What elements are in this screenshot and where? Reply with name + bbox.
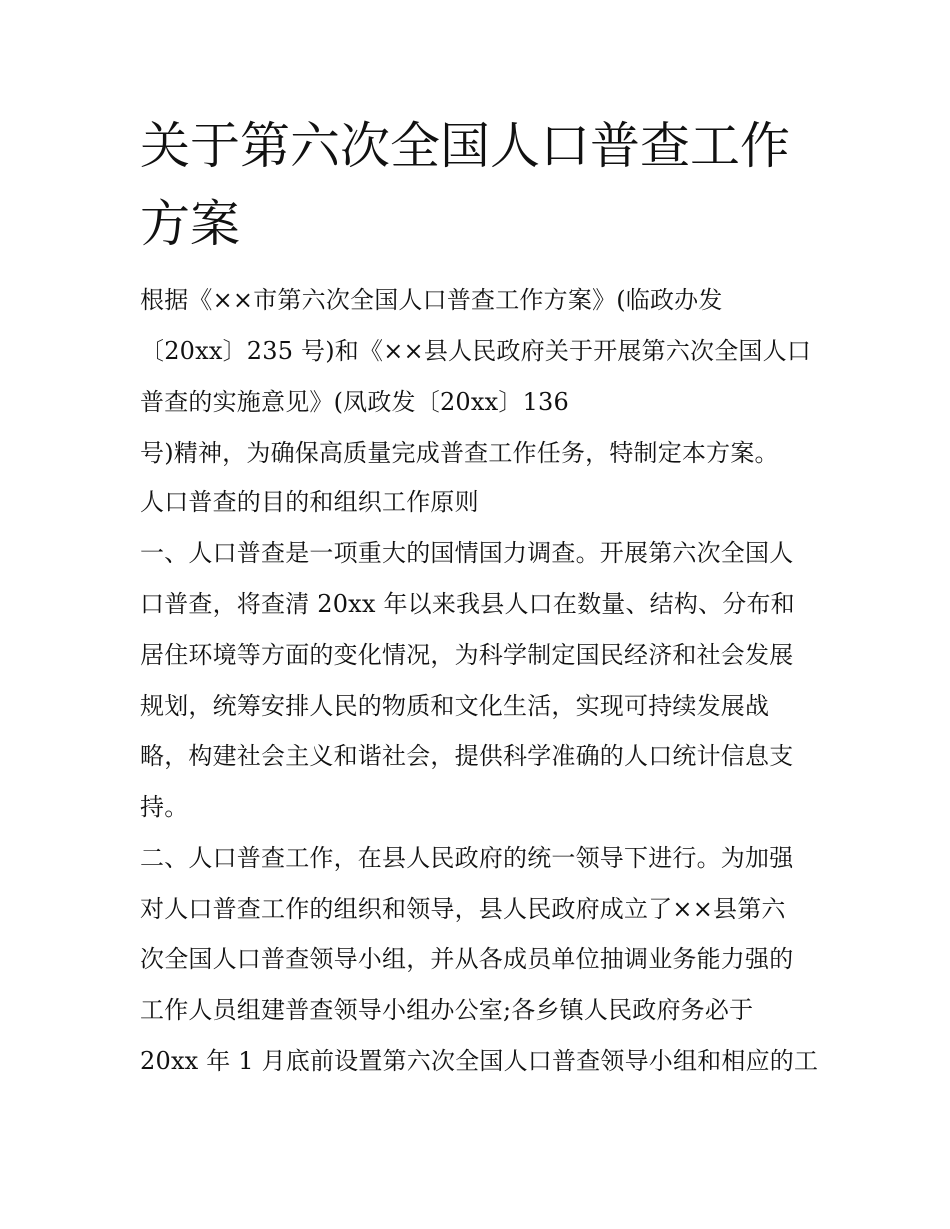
paragraph-line: 一、人口普查是一项重大的国情国力调查。开展第六次全国人 (140, 539, 794, 567)
paragraph-line: 二、人口普查工作，在县人民政府的统一领导下进行。为加强 (140, 844, 794, 872)
paragraph-line: 〔20xx〕235 号)和《××县人民政府关于开展第六次全国人口 (140, 337, 812, 365)
paragraph-line: 普查的实施意见》(凤政发〔20xx〕136 (140, 388, 569, 416)
document-title-line-1: 关于第六次全国人口普查工作 (140, 117, 790, 175)
paragraph-line: 规划，统筹安排人民的物质和文化生活，实现可持续发展战 (140, 692, 770, 720)
paragraph-line: 持。 (140, 793, 189, 821)
paragraph-line: 号)精神，为确保高质量完成普查工作任务，特制定本方案。 (140, 439, 779, 467)
paragraph-line: 20xx 年 1 月底前设置第六次全国人口普查领导小组和相应的工 (140, 1047, 819, 1075)
paragraph-line: 根据《××市第六次全国人口普查工作方案》(临政办发 (140, 286, 723, 314)
section-heading: 人口普查的目的和组织工作原则 (140, 488, 479, 516)
paragraph-line: 对人口普查工作的组织和领导，县人民政府成立了××县第六 (140, 895, 786, 923)
paragraph-line: 略，构建社会主义和谐社会，提供科学准确的人口统计信息支 (140, 742, 794, 770)
paragraph-line: 次全国人口普查领导小组，并从各成员单位抽调业务能力强的 (140, 945, 794, 973)
document-title-line-2: 方案 (140, 195, 240, 253)
paragraph-line: 口普查，将查清 20xx 年以来我县人口在数量、结构、分布和 (140, 590, 795, 618)
paragraph-line: 工作人员组建普查领导小组办公室;各乡镇人民政府务必于 (140, 996, 754, 1024)
paragraph-line: 居住环境等方面的变化情况，为科学制定国民经济和社会发展 (140, 641, 794, 669)
